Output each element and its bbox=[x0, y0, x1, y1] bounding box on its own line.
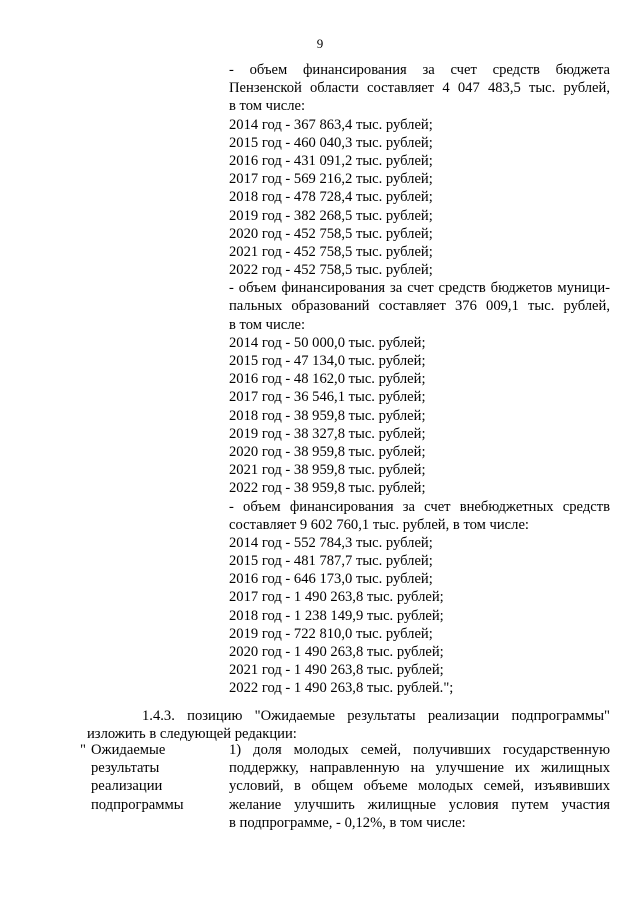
funding-line: 2017 год - 569 216,2 тыс. рублей; bbox=[229, 171, 433, 188]
funding-line: 2022 год - 452 758,5 тыс. рублей; bbox=[229, 262, 433, 279]
funding-line: 2015 год - 481 787,7 тыс. рублей; bbox=[229, 553, 433, 570]
results-value-line: условий, в общем объеме молодых семей, изъявивших bbox=[229, 778, 610, 795]
funding-line: 2019 год - 38 327,8 тыс. рублей; bbox=[229, 425, 426, 442]
amendment-line-2: изложить в следующей редакции: bbox=[87, 726, 297, 742]
results-value-cell bbox=[229, 741, 610, 832]
funding-line: 2018 год - 1 238 149,9 тыс. рублей; bbox=[229, 607, 444, 624]
funding-line: 2020 год - 38 959,8 тыс. рублей; bbox=[229, 443, 426, 460]
page-number: 9 bbox=[316, 36, 324, 51]
funding-line: 2014 год - 50 000,0 тыс. рублей; bbox=[229, 334, 426, 351]
funding-line: 2014 год - 367 863,4 тыс. рублей; bbox=[229, 116, 433, 133]
funding-line: 2018 год - 478 728,4 тыс. рублей; bbox=[229, 189, 433, 206]
funding-line: 2017 год - 36 546,1 тыс. рублей; bbox=[229, 389, 426, 406]
funding-line: 2018 год - 38 959,8 тыс. рублей; bbox=[229, 407, 426, 424]
funding-line: - объем финансирования за счет средств бюджета bbox=[229, 62, 610, 78]
funding-line: 2020 год - 1 490 263,8 тыс. рублей; bbox=[229, 644, 444, 660]
opening-quote: " bbox=[80, 742, 86, 758]
funding-column bbox=[229, 61, 610, 698]
funding-line: составляет 9 602 760,1 тыс. рублей, в том числе: bbox=[229, 516, 529, 533]
results-label-line: реализации bbox=[91, 778, 163, 795]
results-label-cell bbox=[91, 741, 211, 814]
funding-line: 2014 год - 552 784,3 тыс. рублей; bbox=[229, 534, 433, 551]
funding-line: в том числе: bbox=[229, 316, 306, 333]
funding-line: 2021 год - 452 758,5 тыс. рублей; bbox=[229, 243, 433, 260]
funding-line: 2022 год - 38 959,8 тыс. рублей; bbox=[229, 480, 426, 497]
funding-line: Пензенской области составляет 4 047 483,5 тыс. рублей, bbox=[229, 80, 610, 97]
funding-line: 2016 год - 646 173,0 тыс. рублей; bbox=[229, 571, 433, 588]
results-label-line: подпрограммы bbox=[91, 796, 184, 813]
results-value-line: 1) доля молодых семей, получивших государственную bbox=[229, 742, 610, 758]
funding-line: 2021 год - 1 490 263,8 тыс. рублей; bbox=[229, 662, 444, 679]
funding-line: 2020 год - 452 758,5 тыс. рублей; bbox=[229, 225, 433, 242]
results-value-line: поддержку, направленную на улучшение их жилищных bbox=[229, 760, 610, 777]
results-label-line: Ожидаемые bbox=[91, 742, 166, 758]
funding-line: в том числе: bbox=[229, 98, 306, 115]
results-label-line: результаты bbox=[91, 760, 160, 777]
results-value-line: в подпрограмме, - 0,12%, в том числе: bbox=[229, 814, 466, 831]
funding-line: 2019 год - 722 810,0 тыс. рублей; bbox=[229, 625, 433, 642]
funding-line: 2015 год - 460 040,3 тыс. рублей; bbox=[229, 134, 433, 151]
results-value-line: желание улучшить жилищные условия путем участия bbox=[229, 796, 610, 813]
funding-line: пальных образований составляет 376 009,1 тыс. рублей, bbox=[229, 298, 610, 315]
funding-line: - объем финансирования за счет средств бюджетов муници- bbox=[229, 280, 610, 297]
funding-line: 2016 год - 48 162,0 тыс. рублей; bbox=[229, 371, 426, 388]
funding-line: 2022 год - 1 490 263,8 тыс. рублей."; bbox=[229, 680, 454, 697]
funding-line: 2017 год - 1 490 263,8 тыс. рублей; bbox=[229, 589, 444, 606]
funding-line: - объем финансирования за счет внебюджетных средств bbox=[229, 498, 610, 515]
funding-line: 2021 год - 38 959,8 тыс. рублей; bbox=[229, 462, 426, 479]
funding-line: 2019 год - 382 268,5 тыс. рублей; bbox=[229, 207, 433, 224]
amendment-line-1: 1.4.3. позицию "Ожидаемые результаты реализации подпрограммы" bbox=[142, 708, 610, 724]
funding-line: 2016 год - 431 091,2 тыс. рублей; bbox=[229, 152, 433, 169]
funding-line: 2015 год - 47 134,0 тыс. рублей; bbox=[229, 353, 426, 369]
